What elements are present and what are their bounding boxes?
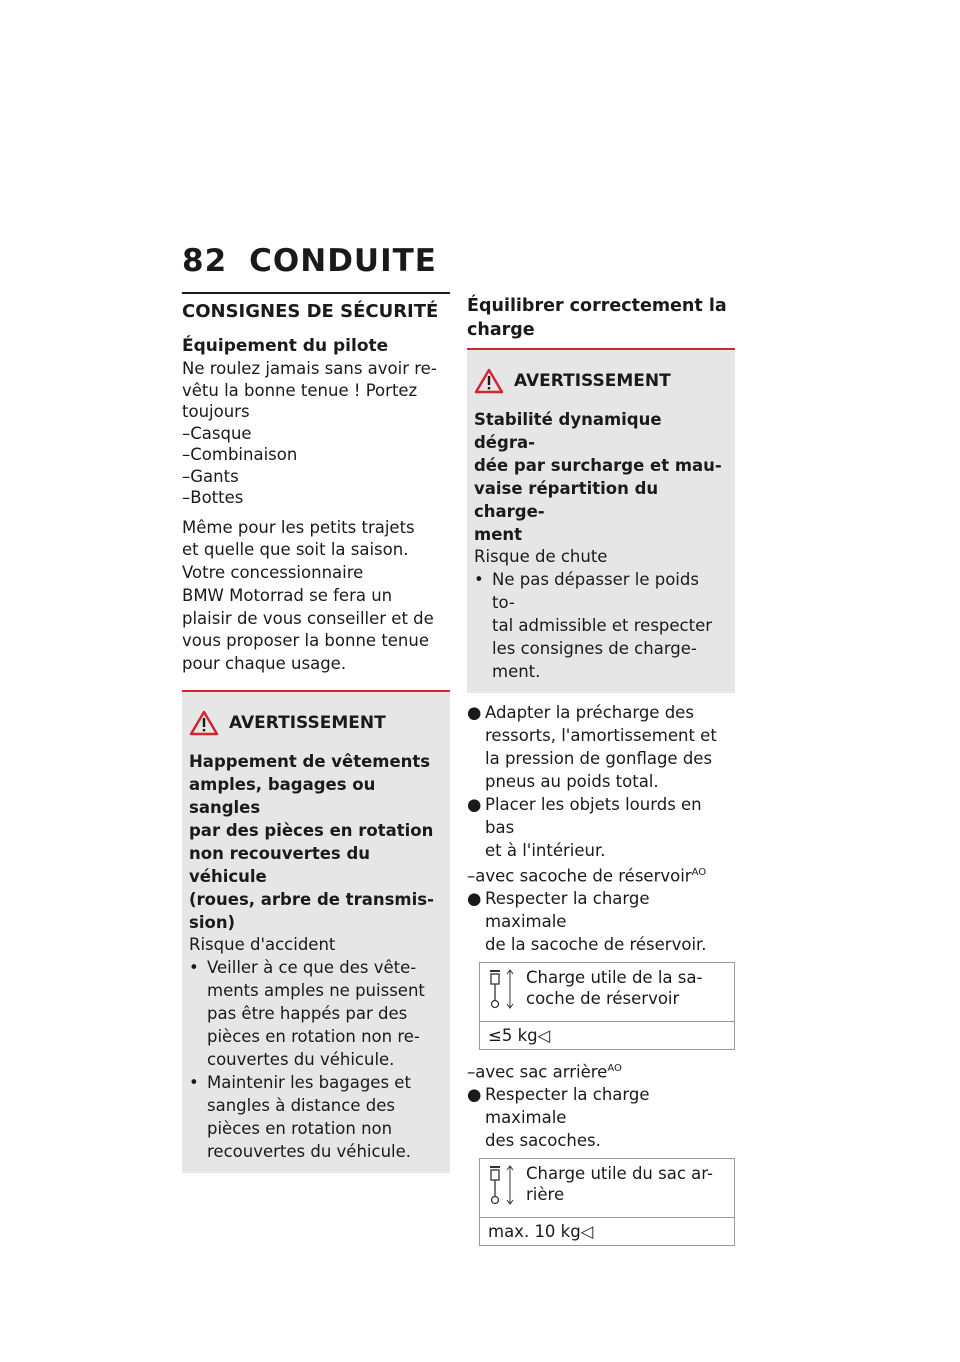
page-number: 82 [182,243,228,279]
warning-label: AVERTISSEMENT [229,713,386,734]
warning-box [467,350,735,693]
warning-label: AVERTISSEMENT [514,371,671,391]
warning-risk: Risque de chute [474,547,608,566]
left-column [182,292,450,1173]
payload-icon [486,1163,526,1211]
right-column [467,292,735,1254]
payload-icon [486,967,526,1015]
list-item: –Bottes [182,488,244,507]
advice-paragraph: Même pour les petits trajets et quelle que soit la saison. Votre concessionnaire BMW Motorrad se fera un plaisir de vous conseiller et de vous proposer la bonne tenue pour chaque usage. [182,517,434,674]
condition-tank-bag: –avec sacoche de réservoir$^{AO}$ [467,866,707,885]
spec-value: max. 10 kg◁ [488,1221,594,1241]
page-header [182,243,437,279]
gear-list [182,423,450,509]
warning-triangle-icon [474,368,504,394]
section-title: Équilibrer correctement la charge [467,296,727,340]
list-item: • Maintenir les bagages et sangles à distance des pièces en rotation non recouvertes du véhicule. [189,1072,412,1161]
warning-risk: Risque d'accident [189,935,336,955]
step-item: ● Placer les objets lourds en bas et à l'intérieur. [467,794,702,860]
condition-rear-bag: –avec sac arrière$^{AO}$ [467,1062,622,1081]
warning-heading: Stabilité dynamique dégra- dée par surcharge et mau- vaise répartition du charge- ment [474,410,722,544]
spec-table: Charge utile du sac ar- rière max. 10 kg◁ [479,1158,735,1246]
warning-box [182,692,450,1173]
warning-title [189,710,442,736]
list-item: –Gants [182,466,239,486]
list-item: –Combinaison [182,445,298,464]
spec-table: Charge utile de la sa- coche de réservoir ≤5 kg◁ [479,962,735,1050]
step-item: ● Respecter la charge maximale de la sacoche de réservoir. [467,888,707,954]
step-item: ● Adapter la précharge des ressorts, l'amortissement et la pression de gonflage des pneus au poids total. [467,702,717,791]
chapter-title: CONDUITE [249,243,437,279]
warning-triangle-icon [189,710,219,736]
list-item: • Ne pas dépasser le poids to- tal admissible et respecter les consignes de charge- ment. [474,569,713,681]
list-item: • Veiller à ce que des vête- ments amples ne puissent pas être happés par des pièces en rotation non re- couvertes du véhicule. [189,957,425,1069]
intro-text: Ne roulez jamais sans avoir re- vêtu la bonne tenue ! Portez toujours [182,359,437,421]
section-title: CONSIGNES DE SÉCURITÉ [182,301,439,322]
spec-value: ≤5 kg◁ [488,1025,551,1045]
section-rule [182,292,450,294]
subsection-title: Équipement du pilote [182,336,389,356]
step-item: ● Respecter la charge maximale des sacoches. [467,1084,650,1150]
warning-heading: Happement de vêtements amples, bagages ou sangles par des pièces en rotation non recouvertes du véhicule (roues, arbre de transmis- sion) [189,752,434,933]
warning-title [474,368,727,394]
list-item: –Casque [182,423,252,443]
